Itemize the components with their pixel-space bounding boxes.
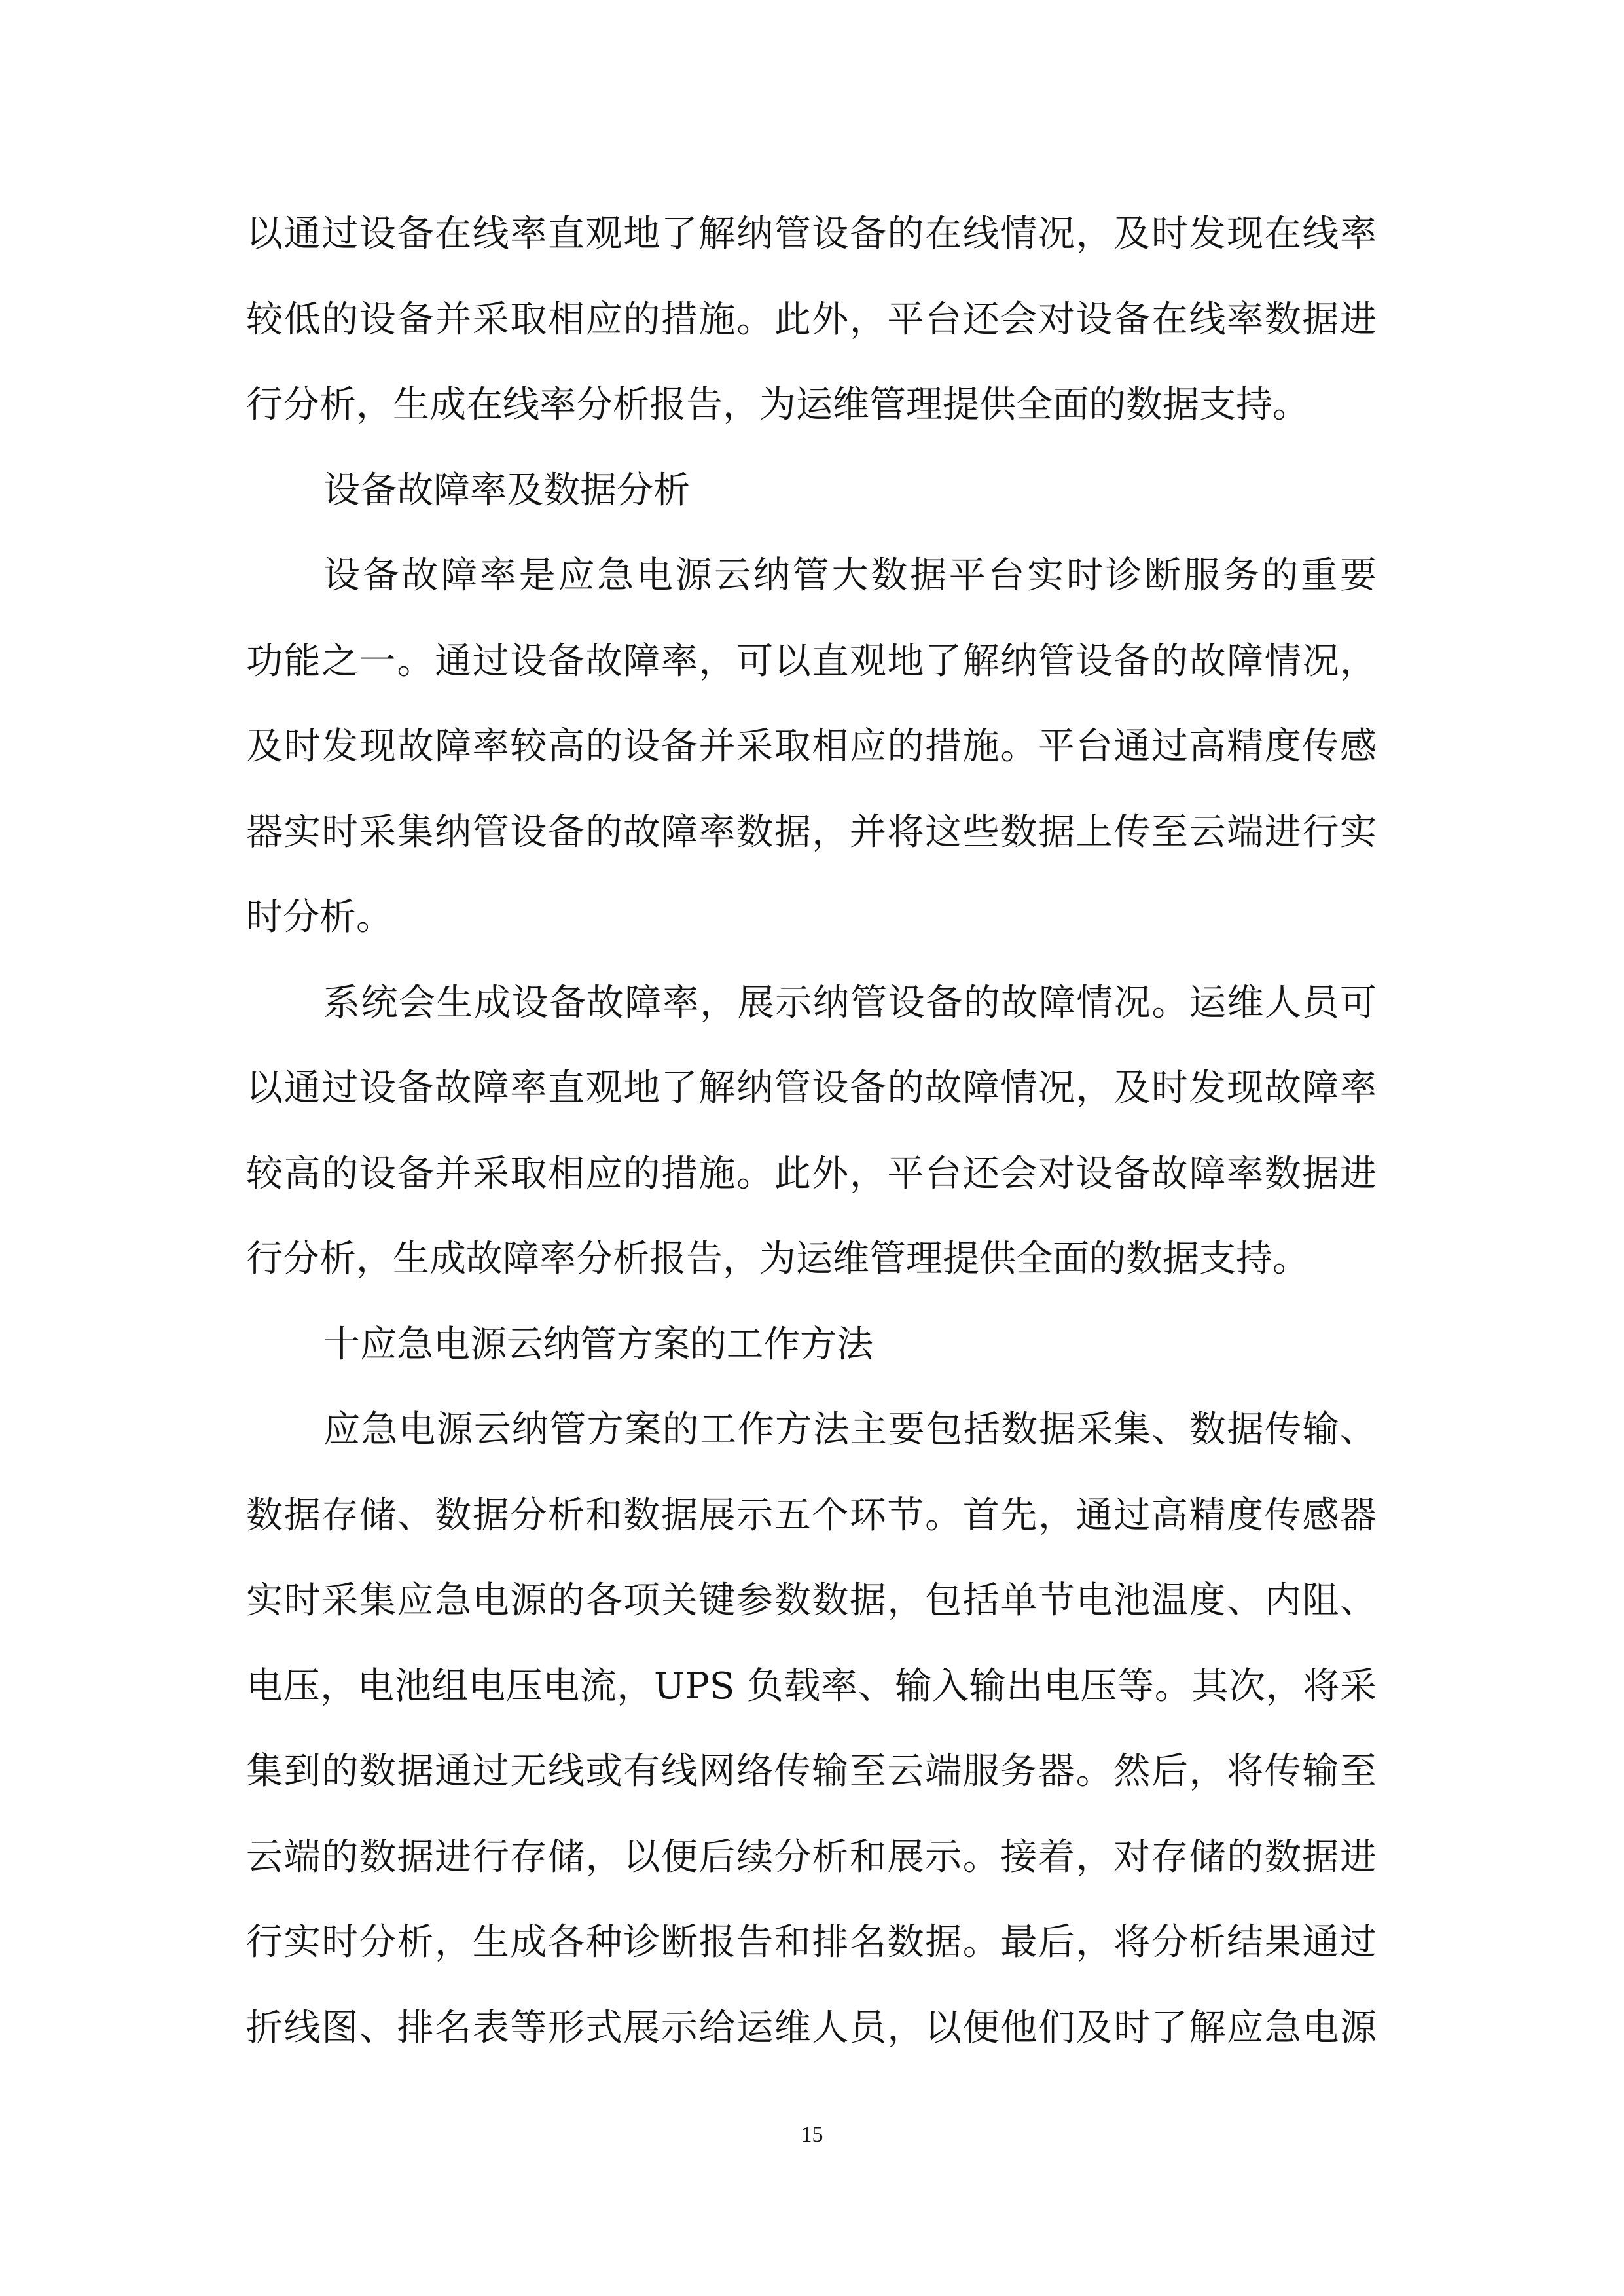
paragraph	[246, 1388, 1377, 2071]
paragraph	[246, 533, 1377, 961]
text-line: 较高的设备并采取相应的措施。此外，平台还会对设备故障率数据进	[246, 1152, 1377, 1195]
text-line: 行实时分析，生成各种诊断报告和排名数据。最后，将分析结果通过	[246, 1921, 1377, 1964]
body-text	[246, 192, 1377, 2071]
text-line: 功能之一。通过设备故障率，可以直观地了解纳管设备的故障情况，	[246, 639, 1377, 683]
text-line: 系统会生成设备故障率，展示纳管设备的故障情况。运维人员可	[323, 981, 1377, 1024]
paragraph	[246, 192, 1377, 448]
paragraph	[246, 961, 1377, 1302]
text-line: 电压，电池组电压电流，UPS 负载率、输入输出电压等。其次，将采	[246, 1664, 1377, 1708]
text-line: 时分析。	[246, 896, 393, 939]
section-heading: 设备故障率及数据分析	[323, 469, 690, 512]
text-line: 较低的设备并采取相应的措施。此外，平台还会对设备在线率数据进	[246, 298, 1377, 341]
text-line: 行分析，生成故障率分析报告，为运维管理提供全面的数据支持。	[246, 1238, 1309, 1280]
section-heading: 十应急电源云纳管方案的工作方法	[323, 1323, 873, 1366]
text-line: 及时发现故障率较高的设备并采取相应的措施。平台通过高精度传感	[246, 725, 1377, 768]
text-line: 以通过设备故障率直观地了解纳管设备的故障情况，及时发现故障率	[246, 1067, 1377, 1109]
text-line: 集到的数据通过无线或有线网络传输至云端服务器。然后，将传输至	[246, 1750, 1377, 1793]
text-line: 折线图、排名表等形式展示给运维人员，以便他们及时了解应急电源	[246, 2006, 1377, 2049]
text-line: 应急电源云纳管方案的工作方法主要包括数据采集、数据传输、	[323, 1408, 1377, 1451]
text-line: 行分析，生成在线率分析报告，为运维管理提供全面的数据支持。	[246, 384, 1309, 426]
text-line: 云端的数据进行存储，以便后续分析和展示。接着，对存储的数据进	[246, 1835, 1377, 1878]
text-line: 实时采集应急电源的各项关键参数数据，包括单节电池温度、内阻、	[246, 1579, 1377, 1622]
text-line: 设备故障率是应急电源云纳管大数据平台实时诊断服务的重要	[323, 554, 1377, 597]
text-line: 器实时采集纳管设备的故障率数据，并将这些数据上传至云端进行实	[246, 810, 1377, 853]
text-line: 以通过设备在线率直观地了解纳管设备的在线情况，及时发现在线率	[246, 213, 1377, 255]
page-number: 15	[801, 2123, 823, 2147]
text-line: 数据存储、数据分析和数据展示五个环节。首先，通过高精度传感器	[246, 1494, 1377, 1537]
